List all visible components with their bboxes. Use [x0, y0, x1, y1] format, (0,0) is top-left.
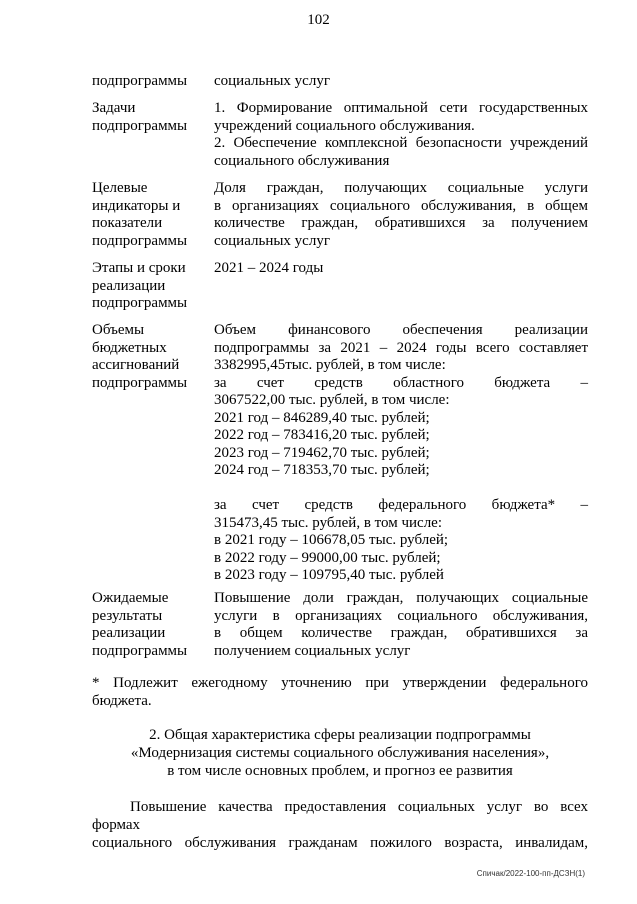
- row-value-line: в общем количестве граждан, обратившихся за: [214, 625, 588, 641]
- section-heading-line: в том числе основных проблем, и прогноз ее развития: [167, 763, 513, 779]
- row-value-line: Доля граждан, получающих социальные услуги: [214, 180, 588, 196]
- row-label-line: подпрограммы: [92, 642, 188, 659]
- row-value: [214, 180, 588, 250]
- row-value-line: подпрограммы за 2021 – 2024 годы всего составляет: [214, 339, 588, 356]
- row-label-line: Этапы и сроки: [92, 260, 186, 276]
- row-value: [214, 100, 588, 170]
- row-label-line: бюджетных: [92, 339, 167, 356]
- row-value-line: 2021 – 2024 годы: [214, 260, 324, 276]
- row-value-line: услуги в организациях социального обслуживания,: [214, 607, 588, 624]
- row-value-line: 2022 год – 783416,20 тыс. рублей;: [214, 427, 430, 443]
- page-number: 102: [307, 12, 330, 28]
- row-value-line: в 2021 году – 106678,05 тыс. рублей;: [214, 532, 449, 548]
- row-label-line: подпрограммы: [92, 73, 188, 89]
- section-heading: [92, 726, 588, 780]
- row-label: [92, 322, 210, 392]
- row-value-line: 315473,45 тыс. рублей, в том числе:: [214, 514, 443, 531]
- row-value-line: 1. Формирование оптимальной сети государственных: [214, 100, 588, 116]
- row-value-line: [214, 480, 588, 498]
- row-value: [214, 322, 588, 585]
- row-value-line: социального обслуживания: [214, 152, 390, 169]
- row-label-line: Целевые: [92, 180, 148, 196]
- row-label-line: Задачи: [92, 100, 136, 116]
- document-stamp: Спичак/2022-100-пп-ДСЗН(1): [476, 869, 585, 878]
- row-label-line: подпрограммы: [92, 117, 188, 134]
- row-value-line: 2024 год – 718353,70 тыс. рублей;: [214, 462, 430, 478]
- row-value-line: учреждений социального обслуживания.: [214, 117, 475, 134]
- row-value-line: социальных услуг: [214, 232, 330, 249]
- row-label-line: Ожидаемые: [92, 590, 169, 606]
- row-label-line: результаты: [92, 607, 163, 624]
- row-value-line: 3067522,00 тыс. рублей, в том числе:: [214, 392, 450, 408]
- row-label-line: реализации: [92, 625, 166, 641]
- row-label: [92, 73, 210, 91]
- row-value-line: 3382995,45тыс. рублей, в том числе:: [214, 357, 446, 373]
- paragraph-line: социального обслуживания гражданам пожилого возраста, инвалидам,: [92, 835, 588, 851]
- row-label-line: подпрограммы: [92, 295, 188, 311]
- row-value-line: в 2023 году – 109795,40 тыс. рублей: [214, 567, 444, 583]
- footnote-line: * Подлежит ежегодному уточнению при утверждении федерального: [92, 675, 588, 691]
- row-value-line: 2021 год – 846289,40 тыс. рублей;: [214, 409, 430, 426]
- body-paragraph: [92, 798, 588, 852]
- row-value-line: в 2022 году – 99000,00 тыс. рублей;: [214, 549, 441, 566]
- row-label: [92, 100, 210, 135]
- row-value: [214, 260, 588, 278]
- row-label: [92, 180, 210, 250]
- row-label: [92, 260, 210, 313]
- row-label-line: подпрограммы: [92, 232, 188, 249]
- row-value-line: за счет средств федерального бюджета* –: [214, 497, 588, 513]
- row-value-line: социальных услуг: [214, 73, 330, 89]
- row-value-line: 2. Обеспечение комплексной безопасности учреждений: [214, 135, 588, 151]
- section-heading-line: 2. Общая характеристика сферы реализации подпрограммы: [149, 727, 531, 743]
- row-label-line: подпрограммы: [92, 374, 188, 391]
- row-label-line: Объемы: [92, 322, 145, 338]
- row-label-line: реализации: [92, 277, 166, 294]
- row-label-line: показатели: [92, 215, 163, 231]
- row-label-line: ассигнований: [92, 357, 180, 373]
- row-value-line: 2023 год – 719462,70 тыс. рублей;: [214, 444, 430, 461]
- row-value: [214, 73, 588, 91]
- row-value-line: получением социальных услуг: [214, 642, 411, 659]
- row-label: [92, 590, 210, 660]
- row-value-line: в организациях социального обслуживания, в общем: [214, 197, 588, 214]
- row-value-line: Объем финансового обеспечения реализации: [214, 322, 588, 338]
- paragraph-line: Повышение качества предоставления социальных услуг во всех формах: [92, 799, 588, 833]
- section-heading-line: «Модернизация системы социального обслуживания населения»,: [130, 745, 550, 761]
- row-value-line: Повышение доли граждан, получающих социальные: [214, 590, 588, 606]
- row-value-line: количестве граждан, обратившихся за получением: [214, 215, 588, 231]
- footnote-line: бюджета.: [92, 692, 152, 709]
- row-value-line: за счет средств областного бюджета –: [214, 374, 588, 391]
- row-value: [214, 590, 588, 660]
- row-label-line: индикаторы и: [92, 197, 181, 214]
- footnote: [92, 675, 588, 710]
